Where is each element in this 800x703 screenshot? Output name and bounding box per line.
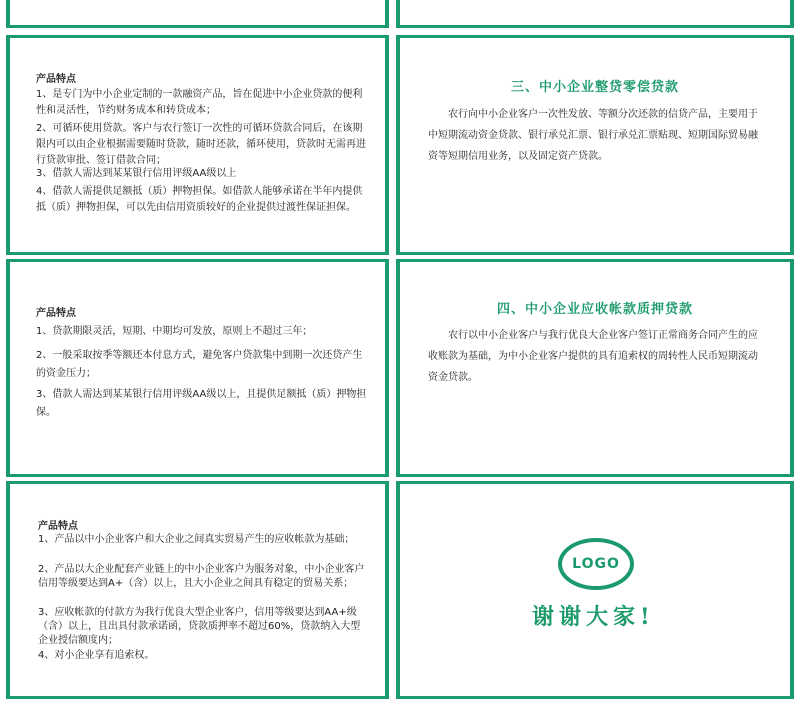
feature-item: 3、应收帐款的付款方为我行优良大型企业客户，信用等级要达到AA+级（含）以上，且出具付款承诺函，贷款质押率不超过60%，贷款纳入大型企业授信额度内； [38,607,361,646]
slide-6 [396,259,794,477]
feature-item: 4、对小企业享有追索权。 [38,650,155,661]
feature-item: 2、一般采取按季等额还本付息方式，避免客户贷款集中到期一次还贷产生的资金压力； [36,350,363,379]
slide-7 [6,481,389,699]
slide-4 [396,35,794,255]
slide-1 [6,0,389,28]
feature-item: 2、产品以大企业配套产业链上的中小企业客户为服务对象，中小企业客户信用等级要达到A+（含）以上，且大小企业之间具有稳定的贸易关系； [38,564,365,589]
slide-2 [396,0,794,28]
feature-item: 3、借款人需达到某某银行信用评级AA级以上，且提供足额抵（质）押物担保。 [36,389,367,418]
product-features-heading: 产品特点 [36,74,76,85]
feature-item: 2、可循环使用贷款。客户与农行签订一次性的可循环贷款合同后，在该期限内可以由企业根据需要随时贷款，随时还款，循环使用，贷款时无需再进行贷款审批、签订借款合同； [36,123,366,166]
feature-item: 4、借款人需提供足额抵（质）押物担保。如借款人能够承诺在半年内提供抵（质）押物担保，可以先由信用资质较好的企业提供过渡性保证担保。 [36,186,363,213]
section-title: 四、中小企业应收帐款质押贷款 [496,302,693,317]
feature-item: 1、产品以中小企业客户和大企业之间真实贸易产生的应收帐款为基础； [38,534,355,545]
logo-badge [558,538,634,590]
thank-you-text: 谢谢大家! [532,604,655,630]
slide-5 [6,259,389,477]
product-features-heading: 产品特点 [38,521,78,532]
logo-text: LOGO [572,556,620,572]
product-features-heading: 产品特点 [36,308,76,319]
feature-item: 1、贷款期限灵活，短期、中期均可发放，原则上不超过三年； [36,326,313,337]
slide-8 [396,481,794,699]
section-title: 三、中小企业整贷零偿贷款 [510,80,679,95]
section-body: 农行向中小企业客户一次性发放、等额分次还款的信贷产品，主要用于中短期流动资金贷款、银行承兑汇票、银行承兑汇票贴现、短期国际贸易融资等短期信用业务，以及固定资产贷款。 [428,109,758,162]
slide-3 [6,35,389,255]
section-body: 农行以中小企业客户与我行优良大企业客户签订正常商务合同产生的应收账款为基础，为中小企业客户提供的具有追索权的周转性人民币短期流动资金贷款。 [428,330,758,383]
feature-item: 3、借款人需达到某某银行信用评级AA级以上 [36,168,237,179]
feature-item: 1、是专门为中小企业定制的一款融资产品，旨在促进中小企业贷款的便利性和灵活性，节约财务成本和转贷成本； [36,89,363,116]
